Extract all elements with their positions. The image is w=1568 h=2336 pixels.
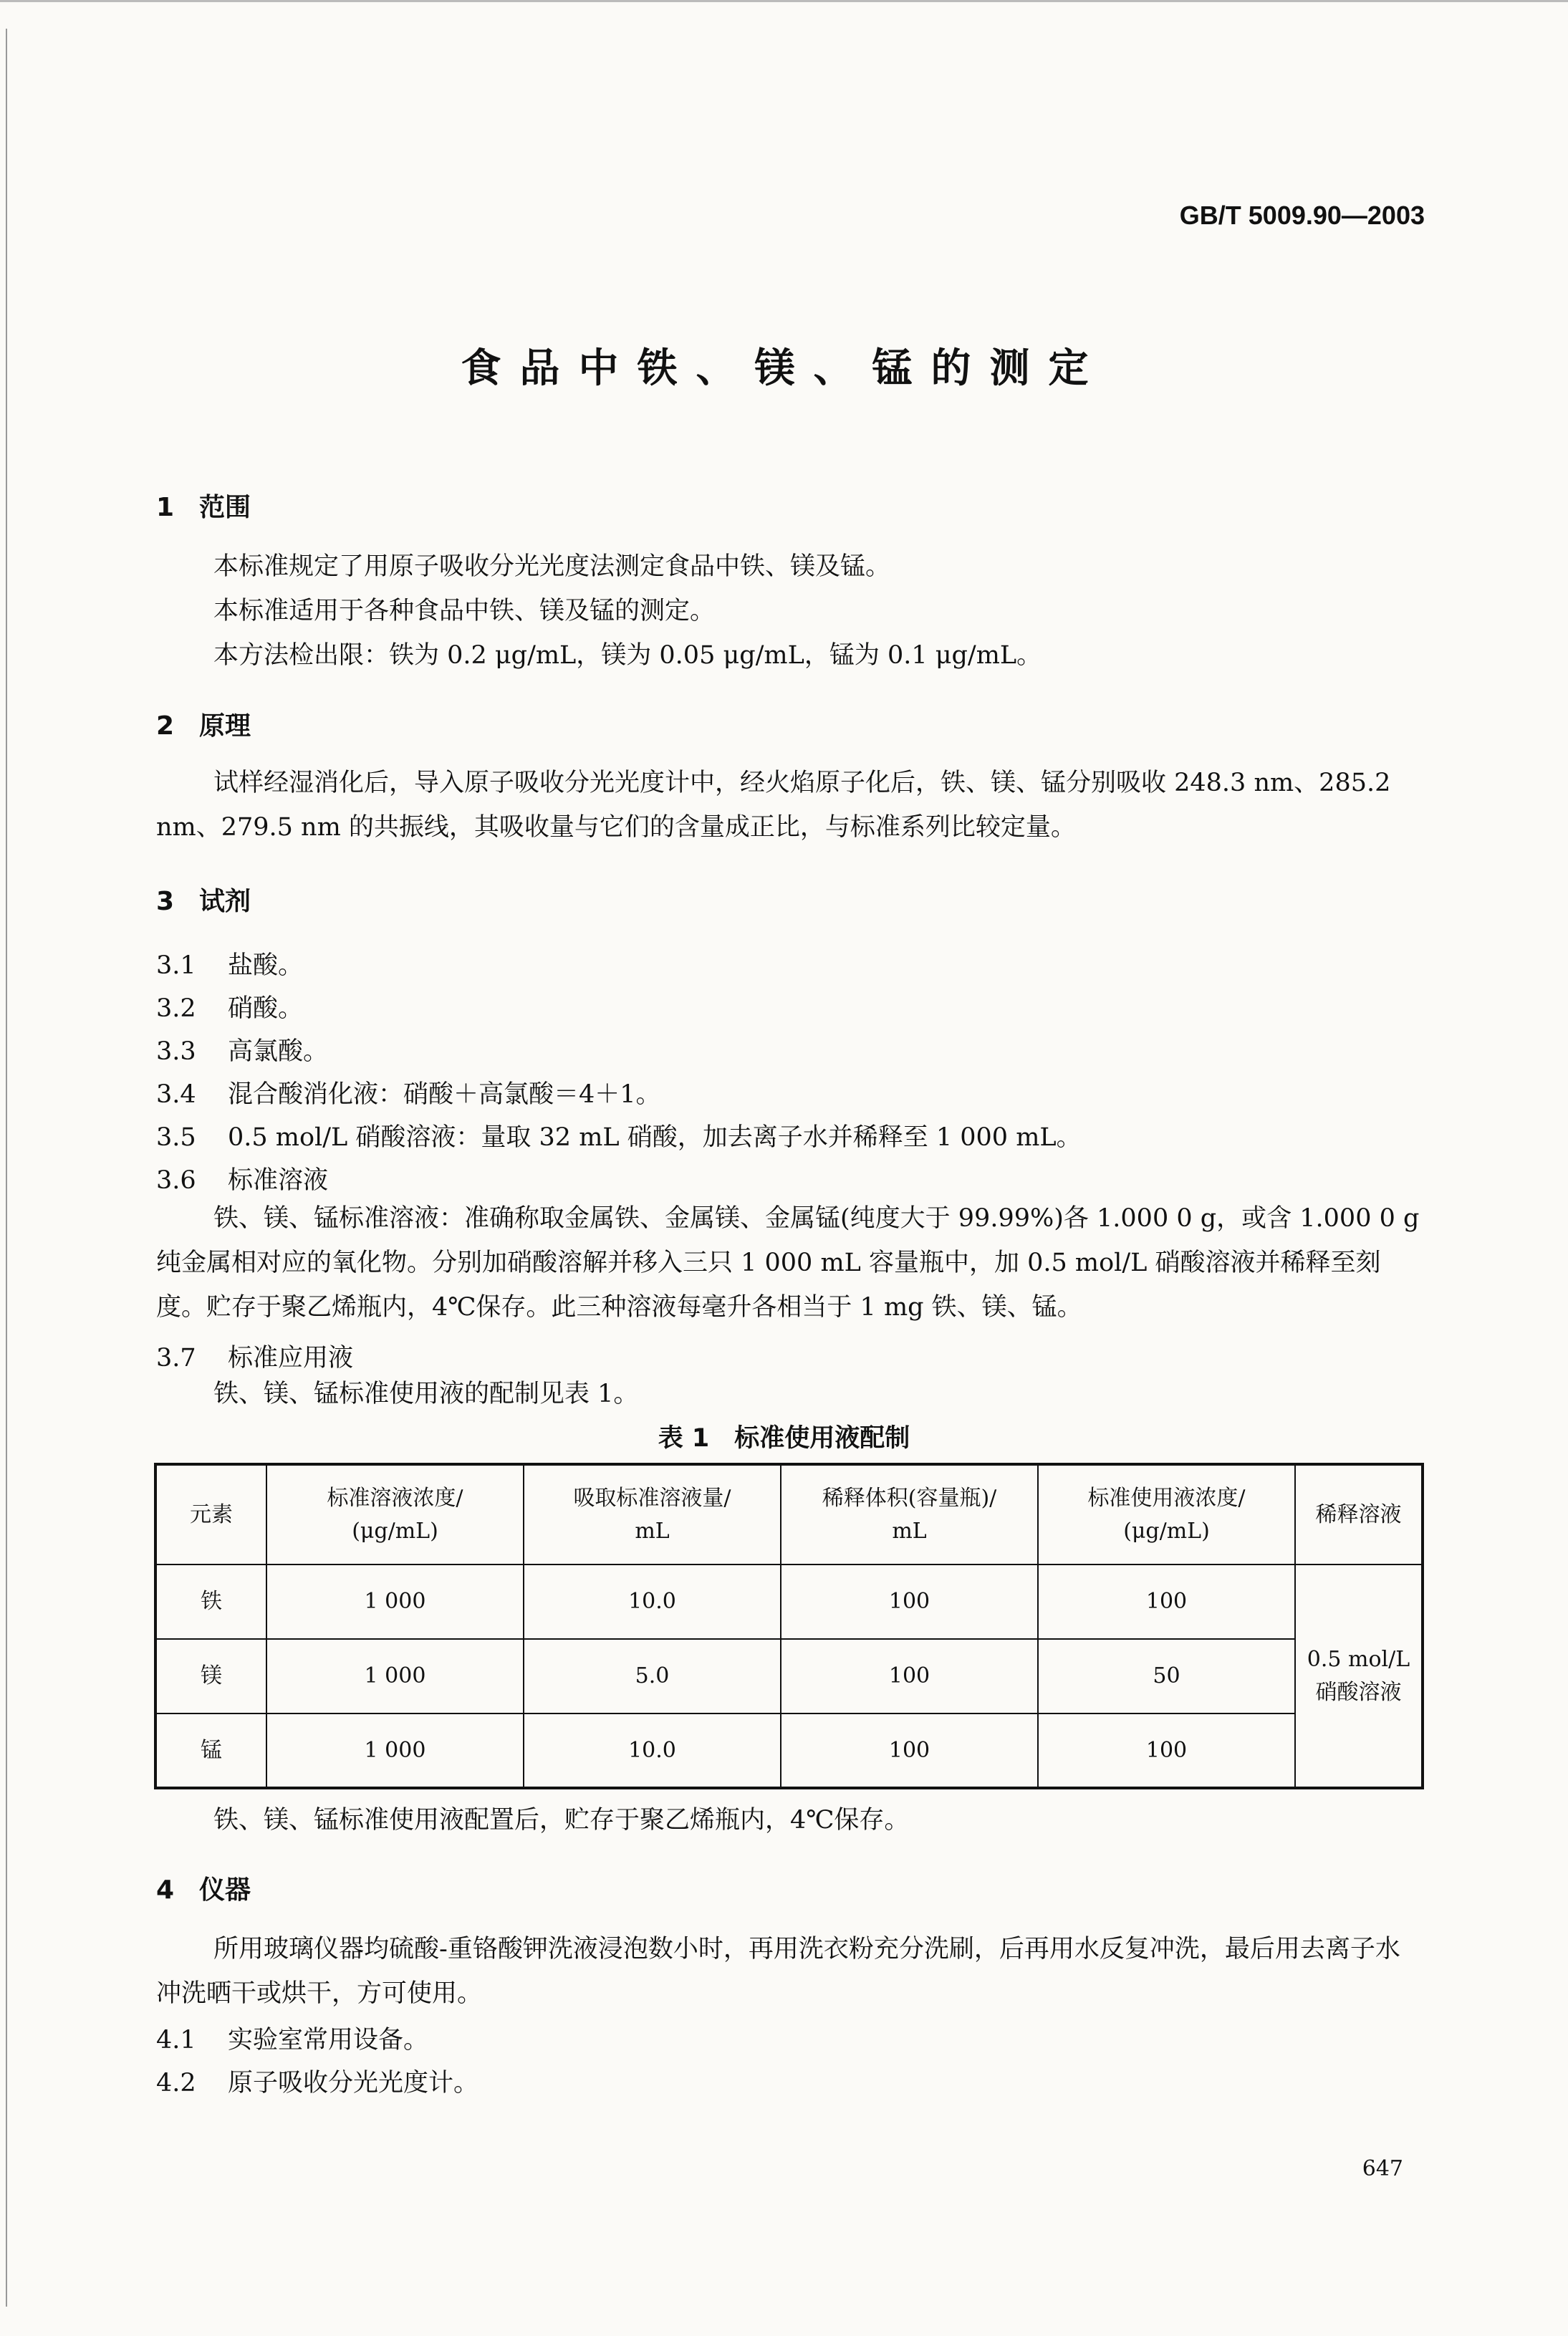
reagent-item: 3.7 标准应用液 — [156, 1344, 354, 1373]
cell-volume: 10.0 — [524, 1713, 781, 1788]
cell-use-conc: 50 — [1038, 1639, 1295, 1713]
reagent-item: 3.6 标准溶液 — [156, 1166, 329, 1195]
header-diluent: 稀释溶液 — [1295, 1464, 1423, 1564]
header-element: 元素 — [155, 1464, 266, 1564]
reagent-item: 3.1 盐酸。 — [156, 951, 304, 980]
section-title: 试剂 — [199, 887, 251, 916]
table-reference: 铁、镁、锰标准使用液的配制见表 1。 — [213, 1380, 639, 1408]
cell-volume: 5.0 — [524, 1639, 781, 1713]
cell-use-conc: 100 — [1038, 1713, 1295, 1788]
standard-code: GB/T 5009.90—2003 — [1179, 201, 1425, 230]
section-number: 1 — [156, 493, 175, 522]
section-1-body — [156, 544, 1424, 678]
cell-element: 铁 — [155, 1564, 266, 1639]
table-row — [155, 1639, 1423, 1713]
reagent-item: 3.4 混合酸消化液：硝酸＋高氯酸＝4＋1。 — [156, 1080, 661, 1109]
cell-element: 锰 — [155, 1713, 266, 1788]
instrument-item: 4.2 原子吸收分光光度计。 — [156, 2069, 479, 2097]
section-4-body: 所用玻璃仪器均硫酸-重铬酸钾洗液浸泡数小时，再用洗衣粉充分洗刷，后再用水反复冲洗，最后用去离子水冲洗晒干或烘干，方可使用。 — [156, 1935, 1400, 2008]
instrument-item: 4.1 实验室常用设备。 — [156, 2026, 429, 2054]
section-title: 原理 — [199, 711, 251, 741]
section-2-body: 试样经湿消化后，导入原子吸收分光光度计中，经火焰原子化后，铁、镁、锰分别吸收 248.3 nm、285.2 nm、279.5 nm 的共振线，其吸收量与它们的含量成正比，与标准系列比较定量。 — [156, 769, 1391, 842]
cell-std-conc: 1 000 — [266, 1713, 524, 1788]
header-dilution: 稀释体积(容量瓶)/ mL — [781, 1464, 1038, 1564]
header-use-conc: 标准使用液浓度/ (μg/mL) — [1038, 1464, 1295, 1564]
section-title: 仪器 — [199, 1875, 251, 1905]
section-number: 2 — [156, 711, 175, 741]
cell-diluent: 0.5 mol/L 硝酸溶液 — [1295, 1564, 1423, 1788]
header-volume: 吸取标准溶液量/ mL — [524, 1464, 781, 1564]
table-header-row — [155, 1464, 1423, 1564]
standard-solution-table — [154, 1463, 1424, 1789]
reagent-item: 3.2 硝酸。 — [156, 994, 304, 1023]
storage-note: 铁、镁、锰标准使用液配置后，贮存于聚乙烯瓶内，4℃保存。 — [213, 1806, 910, 1835]
reagent-item: 3.3 高氯酸。 — [156, 1037, 329, 1066]
paragraph: 本方法检出限：铁为 0.2 μg/mL，镁为 0.05 μg/mL，锰为 0.1 μg/mL。 — [213, 641, 1042, 670]
paragraph: 本标准规定了用原子吸收分光光度法测定食品中铁、镁及锰。 — [213, 552, 891, 581]
section-title: 范围 — [199, 493, 251, 522]
cell-dilution: 100 — [781, 1639, 1038, 1713]
section-number: 4 — [156, 1875, 175, 1905]
cell-std-conc: 1 000 — [266, 1639, 524, 1713]
table-row — [155, 1713, 1423, 1788]
cell-dilution: 100 — [781, 1713, 1038, 1788]
table-caption: 表 1 标准使用液配制 — [658, 1424, 910, 1453]
paragraph: 本标准适用于各种食品中铁、镁及锰的测定。 — [213, 597, 716, 625]
section-2-heading — [156, 706, 251, 742]
cell-std-conc: 1 000 — [266, 1564, 524, 1639]
section-4-heading — [156, 1870, 251, 1906]
section-number: 3 — [156, 887, 175, 916]
section-1-heading — [156, 487, 251, 524]
header-std-conc: 标准溶液浓度/ (μg/mL) — [266, 1464, 524, 1564]
page-number: 647 — [1362, 2156, 1403, 2181]
cell-use-conc: 100 — [1038, 1564, 1295, 1639]
cell-dilution: 100 — [781, 1564, 1038, 1639]
section-3-heading — [156, 881, 251, 918]
cell-volume: 10.0 — [524, 1564, 781, 1639]
reagent-item: 3.5 0.5 mol/L 硝酸溶液：量取 32 mL 硝酸，加去离子水并稀释至 1 000 mL。 — [156, 1123, 1082, 1152]
scan-top-edge — [0, 0, 1568, 2]
cell-element: 镁 — [155, 1639, 266, 1713]
page-title: 食品中铁、镁、锰的测定 — [461, 345, 1107, 392]
standard-solution-paragraph: 铁、镁、锰标准溶液：准确称取金属铁、金属镁、金属锰(纯度大于 99.99%)各 1.000 0 g，或含 1.000 0 g纯金属相对应的氧化物。分别加硝酸溶解并移入三只 1 000 mL 容量瓶中，加 0.5 mol/L 硝酸溶液并稀释至刻度。贮存于聚乙烯瓶内，4℃保存。此三种溶液每毫升各相当于 1 mg 铁、镁、锰。 — [156, 1204, 1420, 1322]
table-row — [155, 1564, 1423, 1639]
